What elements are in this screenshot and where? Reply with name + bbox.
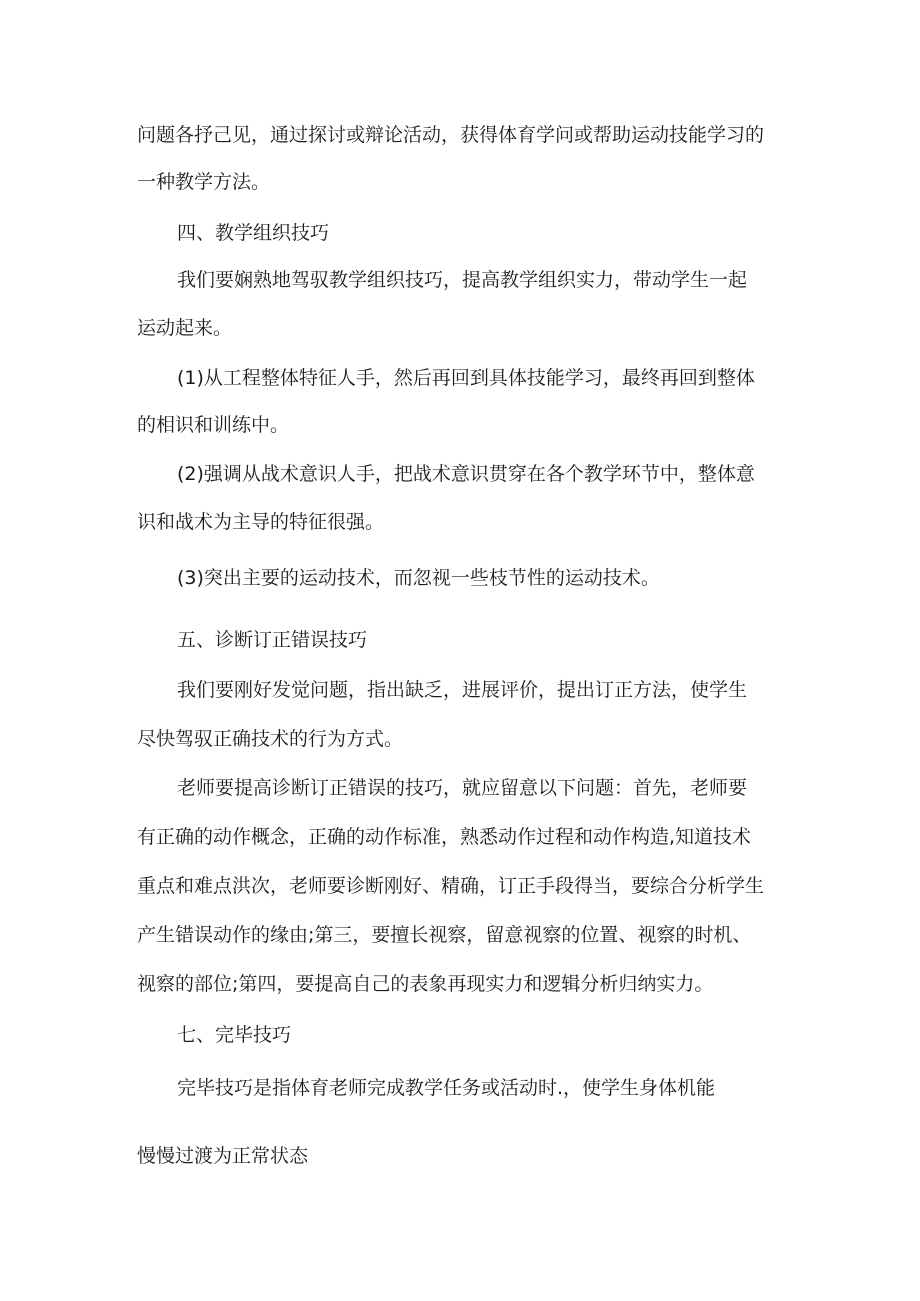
section-heading: 七、完毕技巧 bbox=[177, 1024, 292, 1046]
paragraph-line: 重点和难点洪次，老师要诊断刚好、精确，订正手段得当，要综合分析学生 bbox=[137, 875, 765, 897]
paragraph-line: 老师要提高诊断订正错误的技巧，就应留意以下问题：首先，老师要 bbox=[177, 777, 748, 799]
paragraph-line: 运动起来。 bbox=[137, 317, 233, 339]
list-item-line: (1)从工程整体特征人手，然后再回到具体技能学习，最终再回到整体 bbox=[177, 367, 755, 389]
paragraph-line: 慢慢过渡为正常状态 bbox=[137, 1145, 309, 1167]
paragraph-line: 问题各抒己见，通过探讨或辩论活动，获得体育学问或帮助运动技能学习的 bbox=[137, 124, 765, 146]
paragraph-line: 视察的部位;第四，要提高自己的表象再现实力和逻辑分析归纳实力。 bbox=[137, 973, 714, 995]
section-heading: 四、教学组织技巧 bbox=[177, 222, 330, 244]
paragraph-line: 我们要娴熟地驾驭教学组织技巧，提高教学组织实力，带动学生一起 bbox=[177, 269, 748, 291]
paragraph-line: 产生错误动作的缘由;第三，要擅长视察，留意视察的位置、视察的时机、 bbox=[137, 924, 752, 946]
paragraph-line: 我们要刚好发觉问题，指出缺乏，进展评价，提出订正方法，使学生 bbox=[177, 679, 748, 701]
paragraph-line: 一种教学方法。 bbox=[137, 171, 271, 193]
list-item-line: 识和战术为主导的特征很强。 bbox=[137, 511, 385, 533]
section-heading: 五、诊断订正错误技巧 bbox=[177, 629, 368, 651]
paragraph-line: 完毕技巧是指体育老师完成教学任务或活动时.，使学生身体机能 bbox=[177, 1077, 716, 1099]
list-item-line: (2)强调从战术意识人手，把战术意识贯穿在各个教学环节中，整体意 bbox=[177, 463, 755, 485]
paragraph-line: 尽快驾驭正确技术的行为方式。 bbox=[137, 728, 404, 750]
list-item-line: (3)突出主要的运动技术，而忽视一些枝节性的运动技术。 bbox=[177, 567, 660, 589]
list-item-line: 的相识和训练中。 bbox=[137, 414, 290, 436]
paragraph-line: 有正确的动作概念，正确的动作标准，熟悉动作过程和动作构造,知道技术 bbox=[137, 826, 752, 848]
